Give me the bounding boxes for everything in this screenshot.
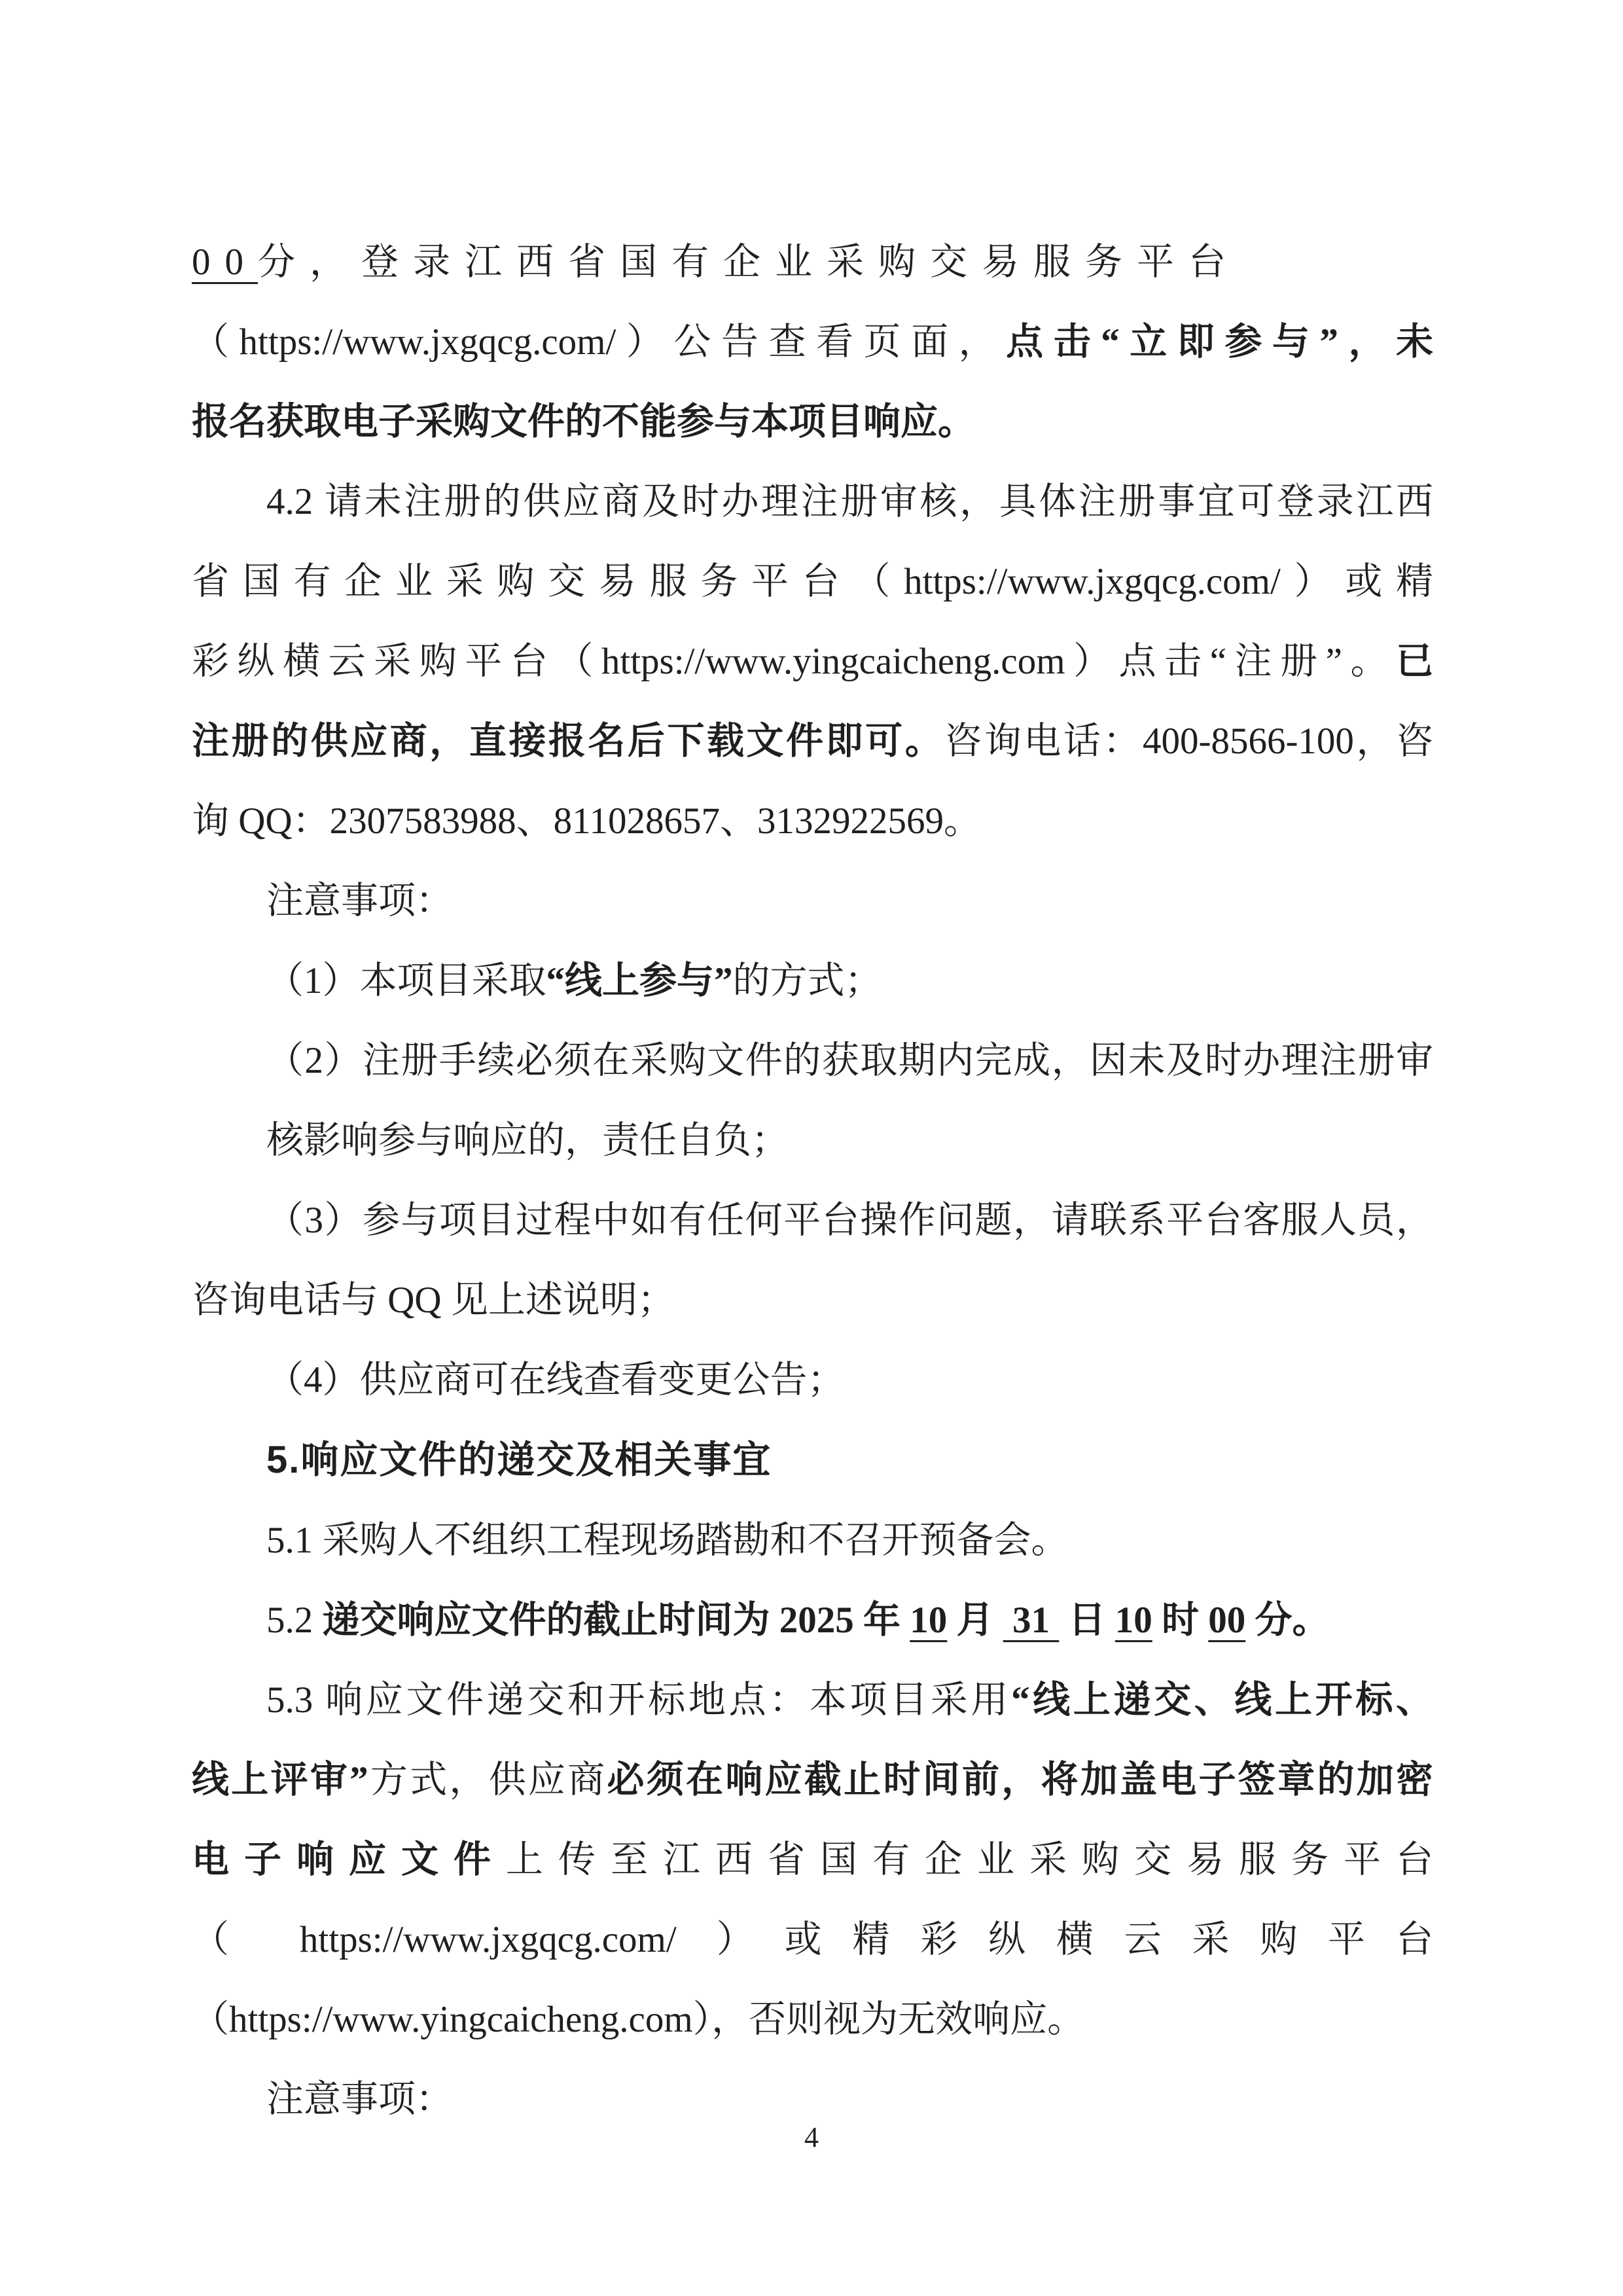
text-segment: 必须在响应截止时间前，将加盖电子签章的加密 xyxy=(607,1759,1434,1801)
text-segment: 5.1 采购人不组织工程现场踏勘和不召开预备会。 xyxy=(266,1520,1069,1561)
text-segment: 点击“立即参与”，未 xyxy=(1006,321,1434,363)
text-segment: 分。 xyxy=(1245,1600,1330,1641)
text-segment: （4）供应商可在线查看变更公告； xyxy=(266,1359,845,1401)
section-5-heading xyxy=(192,1420,1433,1501)
clause-4-2-line-3 xyxy=(192,622,1433,702)
text-segment: 月 xyxy=(947,1600,1003,1641)
text-segment: （1）本项目采取 xyxy=(266,960,546,1001)
clause-5-3-line-3 xyxy=(192,1820,1433,1900)
text-segment: 递交响应文件的截止时间为 2025 年 xyxy=(322,1600,910,1641)
text-segment: 日 xyxy=(1059,1600,1115,1641)
document-body xyxy=(192,223,1433,2140)
note-item-3-line-1 xyxy=(192,1181,1433,1261)
text-segment: 报名获取电子采购文件的不能参与本项目响应。 xyxy=(192,401,975,442)
clause-4-2-line-5 xyxy=(192,781,1433,861)
url-text: 省国有企业采购交易服务平台（https://www.jxgqcg.com/）或精 xyxy=(192,561,1433,602)
clause-4-2-line-1 xyxy=(192,462,1433,542)
note-item-4 xyxy=(192,1340,1433,1420)
clause-5-3-line-1 xyxy=(192,1660,1433,1740)
text-segment: 4.2 请未注册的供应商及时办理注册审核，具体注册事宜可登录江西 xyxy=(266,481,1433,522)
text-segment: （2）注册手续必须在采购文件的获取期内完成，因未及时办理注册审 xyxy=(266,1040,1433,1081)
text-segment: 注册的供应商，直接报名后下载文件即可。 xyxy=(192,721,945,762)
text-segment: 31 xyxy=(1003,1600,1060,1641)
text-segment: 已 xyxy=(1396,641,1433,682)
text-segment: 10 xyxy=(910,1600,948,1641)
text-segment: “线上递交、线上开标、 xyxy=(1011,1679,1434,1721)
clause-5-1 xyxy=(192,1501,1433,1581)
clause-5-3-line-5 xyxy=(192,1980,1433,2060)
text-segment: 5.响应文件的递交及相关事宜 xyxy=(266,1439,772,1481)
text-segment: 的方式； xyxy=(732,960,882,1001)
url-text: （https://www.yingcaicheng.com），否则视为无效响应。 xyxy=(192,1999,1085,2040)
text-segment: 5.3 响应文件递交和开标地点：本项目采用 xyxy=(266,1679,1012,1721)
text-segment: 询 QQ：2307583988、811028657、3132922569。 xyxy=(192,800,981,842)
text-segment: 00 xyxy=(1208,1600,1246,1641)
text-segment: 5.2 xyxy=(266,1600,323,1641)
note-item-2-line-1 xyxy=(192,1021,1433,1101)
clause-5-3-line-4 xyxy=(192,1900,1433,1980)
text-segment: 线上评审” xyxy=(192,1759,368,1801)
page-number: 4 xyxy=(804,2121,819,2153)
text-segment: 咨询电话与 QQ 见上述说明； xyxy=(192,1280,675,1321)
clause-4-2-line-4 xyxy=(192,702,1433,781)
clause-4-2-line-2 xyxy=(192,542,1433,622)
text-segment: 00 xyxy=(192,242,258,283)
text-segment: 电子响应文件 xyxy=(192,1839,506,1880)
text-segment: 注意事项： xyxy=(266,880,453,922)
text-segment: 上传至江西省国有企业采购交易服务平台 xyxy=(506,1839,1433,1880)
notes-heading-1 xyxy=(192,861,1433,941)
text-segment: 注意事项： xyxy=(266,2079,453,2120)
registration-warning-line xyxy=(192,382,1433,462)
deadline-continuation-line xyxy=(192,223,1433,302)
text-segment: 方式，供应商 xyxy=(368,1759,607,1801)
note-item-3-line-2 xyxy=(192,1261,1433,1340)
url-text: （ https://www.jxgqcg.com/ ）或精彩纵横云采购平台 xyxy=(192,1919,1433,1960)
text-segment: （3）参与项目过程中如有任何平台操作问题，请联系平台客服人员， xyxy=(266,1200,1433,1241)
url-text: （https://www.jxgqcg.com/）公告查看页面， xyxy=(192,321,1007,363)
note-item-1 xyxy=(192,941,1433,1021)
note-item-2-line-2 xyxy=(192,1101,1433,1181)
text-segment: 咨询电话：400-8566-100，咨 xyxy=(944,721,1434,762)
clause-5-2-deadline xyxy=(192,1581,1433,1660)
text-segment: 10 xyxy=(1115,1600,1152,1641)
text-segment: 时 xyxy=(1152,1600,1209,1641)
text-segment: “线上参与” xyxy=(546,960,733,1001)
url-text: 彩纵横云采购平台（https://www.yingcaicheng.com）点击“注册”。 xyxy=(192,641,1396,682)
announcement-page-line xyxy=(192,302,1433,382)
text-segment: 核影响参与响应的，责任自负； xyxy=(266,1120,789,1161)
clause-5-3-line-2 xyxy=(192,1740,1433,1820)
text-segment: 分， xyxy=(258,242,361,283)
text-segment: 登录江西省国有企业采购交易服务平台 xyxy=(361,242,1240,283)
